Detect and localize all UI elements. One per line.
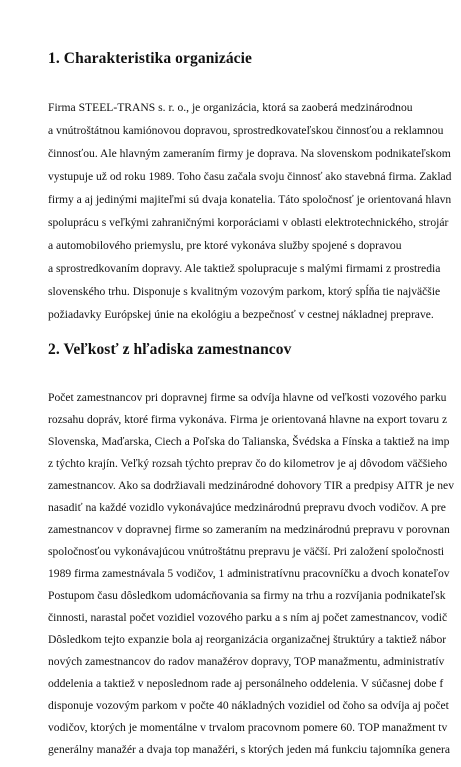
paragraph-line: firmy a aj jedinými majiteľmi sú dvaja konatelia. Táto spoločnosť je orientovaná hlavn — [48, 193, 452, 206]
paragraph-line: slovenského trhu. Disponuje s kvalitným vozovým parkom, ktorý spĺňa tie najväčšie — [48, 285, 441, 298]
paragraph-line: oddelenia a taktiež v neposlednom rade aj personálneho oddelenia. V súčasnej dobe f — [48, 677, 444, 690]
paragraph-line: spoluprácu s veľkými zahraničnými korporáciami v oblasti elektrotechnického, strojár — [48, 216, 449, 229]
paragraph-line: a sprostredkovaním dopravy. Ale taktiež spolupracuje s malými firmami z prostredia — [48, 262, 441, 275]
paragraph-line: vystupuje už od roku 1989. Toho času začala svoju činnosť ako stavebná firma. Zaklad — [48, 170, 452, 183]
paragraph-line: činnosti, narastal počet vozidiel vozového parku a s ním aj počet zamestnancov, vodič — [48, 611, 448, 624]
paragraph-line: Slovenska, Maďarska, Ciech a Poľska do Talianska, Švédska a Fínska a taktiež na imp — [48, 435, 450, 448]
section-heading: 1. Charakteristika organizácie — [48, 50, 253, 67]
paragraph-line: generálny manažér a dvaja top manažéri, s ktorých jeden má funkciu tajomníka genera — [48, 743, 451, 756]
paragraph-line: Firma STEEL-TRANS s. r. o., je organizácia, ktorá sa zaoberá medzinárodnou — [48, 101, 413, 114]
paragraph-line: a vnútroštátnou kamiónovou dopravou, sprostredkovateľskou činnosťou a reklamnou — [48, 124, 444, 137]
paragraph-line: a automobilového priemyslu, pre ktoré vykonáva služby spojené s dopravou — [48, 239, 402, 252]
paragraph-line: nasadiť na každé vozidlo vykonávajúce medzinárodnú prepravu dvoch vodičov. A pre — [48, 501, 446, 514]
paragraph-line: nových zamestnancov do radov manažérov dopravy, TOP manažmentu, administratív — [48, 655, 445, 668]
paragraph-line: zamestnancov v dopravnej firme so zameraním na medzinárodnú prepravu v porovnan — [48, 523, 450, 536]
paragraph-line: Dôsledkom tejto expanzie bola aj reorganizácia organizačnej štruktúry a taktiež nábor — [48, 633, 447, 646]
paragraph-line: 1989 firma zamestnávala 5 vodičov, 1 administratívnu pracovníčku a dvoch konateľov — [48, 567, 450, 580]
paragraph-line: zamestnancov. Ako sa dodržiavali medzinárodné dohovory TIR a predpisy AITR je nev — [48, 479, 454, 492]
paragraph-line: Postupom času dôsledkom udomácňovania sa firmy na trhu a rozvíjania podnikateľsk — [48, 589, 446, 602]
section-heading: 2. Veľkosť z hľadiska zamestnancov — [48, 341, 292, 358]
paragraph-line: disponuje vozovým parkom v počte 40 nákladných vozidiel od čoho sa odvíja aj počet — [48, 699, 449, 712]
paragraph-line: spoločnosťou vykonávajúcou vnútroštátnu prepravu je väčší. Pri založení spoločnosti — [48, 545, 445, 558]
paragraph-line: rozsahu dopráv, ktoré firma vykonáva. Firma je orientovaná hlavne na export tovaru z — [48, 413, 448, 426]
paragraph-line: požiadavky Európskej únie na ekológiu a bezpečnosť v cestnej nákladnej preprave. — [48, 308, 434, 321]
paragraph-line: činnosťou. Ale hlavným zameraním firmy je doprava. Na slovenskom podnikateľskom — [48, 147, 451, 160]
paragraph-line: vodičov, ktorých je momentálne v trvalom pracovnom pomere 60. TOP manažment tv — [48, 721, 448, 734]
paragraph-line: z týchto krajín. Veľký rozsah týchto preprav čo do kilometrov je aj dôvodom väčšieho — [48, 457, 448, 470]
paragraph-line: Počet zamestnancov pri dopravnej firme sa odvíja hlavne od veľkosti vozového parku — [48, 391, 447, 404]
